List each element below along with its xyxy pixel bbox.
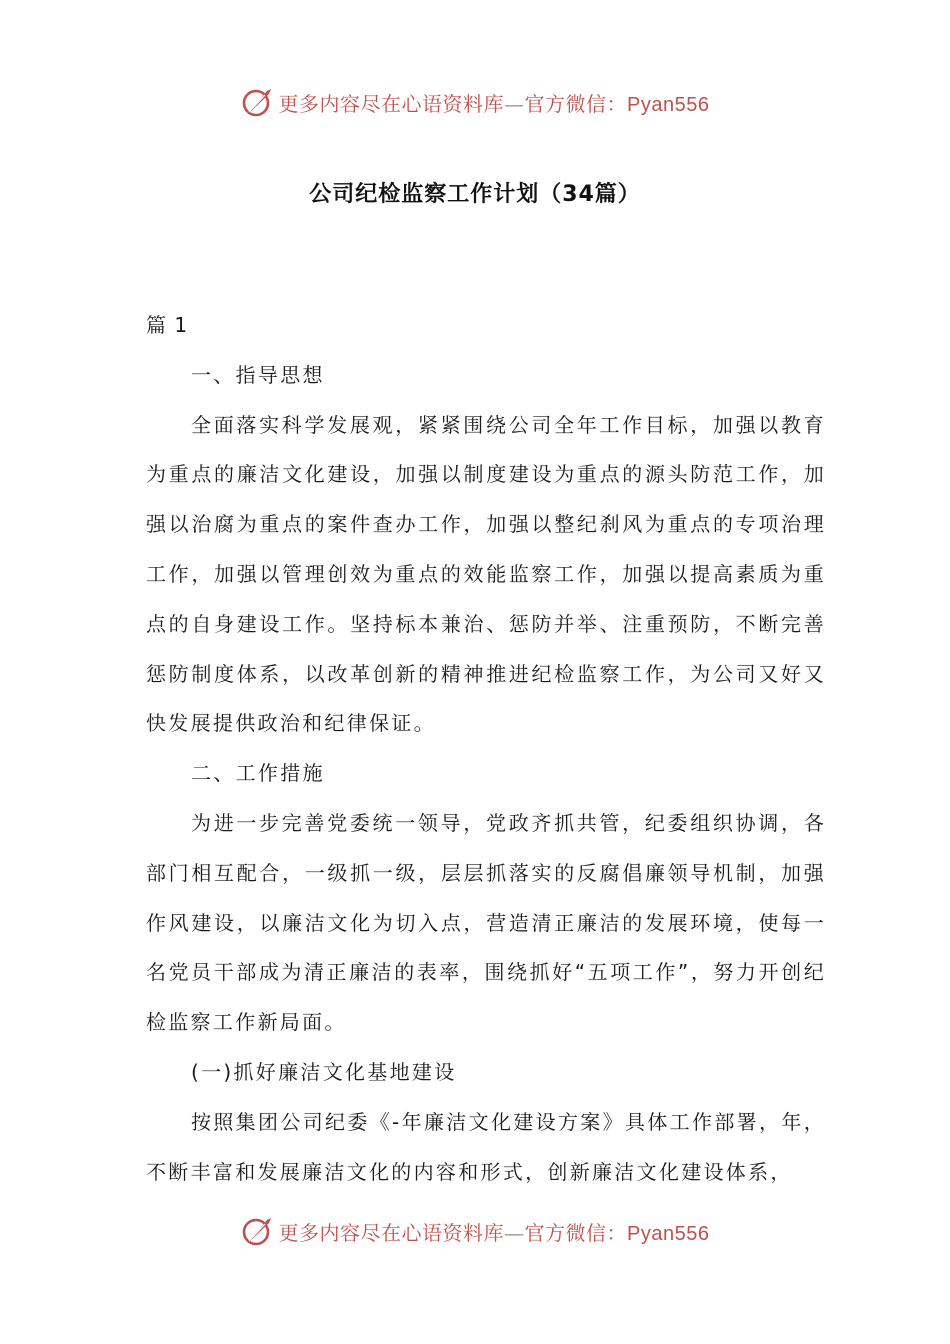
heading-guiding-thought: 一、指导思想	[191, 362, 325, 387]
header-watermark-banner	[0, 82, 950, 122]
section-label: 篇 1	[146, 313, 189, 337]
document-body	[146, 301, 826, 1197]
heading-work-measures: 二、工作措施	[191, 761, 325, 786]
banner-main-text: 更多内容尽在心语资料库	[278, 1220, 505, 1245]
quill-logo-icon	[241, 85, 275, 119]
banner-wechat-id: Pyan556	[627, 1222, 710, 1245]
paragraph-work-measures: 为进一步完善党委统一领导，党政齐抓共管，纪委组织协调，各部门相互配合，一级抓一级，层层抓落实的反腐倡廉领导机制，加强作风建设，以廉洁文化为切入点，营造清正廉洁的发展环境，使每一名党员干部成为清正廉洁的表率，围绕抓好“五项工作”，努力开创纪检监察工作新局面。	[146, 810, 826, 1035]
banner-dash: —	[504, 1220, 525, 1245]
banner-official-text: 官方微信：	[524, 1220, 628, 1245]
document-title: 公司纪检监察工作计划（34篇）	[309, 182, 641, 207]
banner-main-text: 更多内容尽在心语资料库	[278, 91, 505, 116]
banner-text	[279, 1217, 710, 1246]
quill-logo-icon	[241, 1214, 275, 1248]
banner-dash: —	[504, 91, 525, 116]
banner-text	[279, 88, 710, 117]
subheading-culture-base: (一)抓好廉洁文化基地建设	[191, 1059, 457, 1084]
banner-wechat-id: Pyan556	[627, 93, 710, 116]
paragraph-guiding-thought: 全面落实科学发展观，紧紧围绕公司全年工作目标，加强以教育为重点的廉洁文化建设，加强以制度建设为重点的源头防范工作，加强以治腐为重点的案件查办工作，加强以整纪刹风为重点的专项治理工作，加强以管理创效为重点的效能监察工作，加强以提高素质为重点的自身建设工作。坚持标本兼治、惩防并举、注重预防，不断完善惩防制度体系，以改革创新的精神推进纪检监察工作，为公司又好又快发展提供政治和纪律保证。	[146, 412, 826, 736]
footer-watermark-banner	[0, 1211, 950, 1251]
paragraph-culture-base: 按照集团公司纪委《-年廉洁文化建设方案》具体工作部署，年，不断丰富和发展廉洁文化的内容和形式，创新廉洁文化建设体系，	[146, 1109, 826, 1184]
banner-official-text: 官方微信：	[524, 91, 628, 116]
